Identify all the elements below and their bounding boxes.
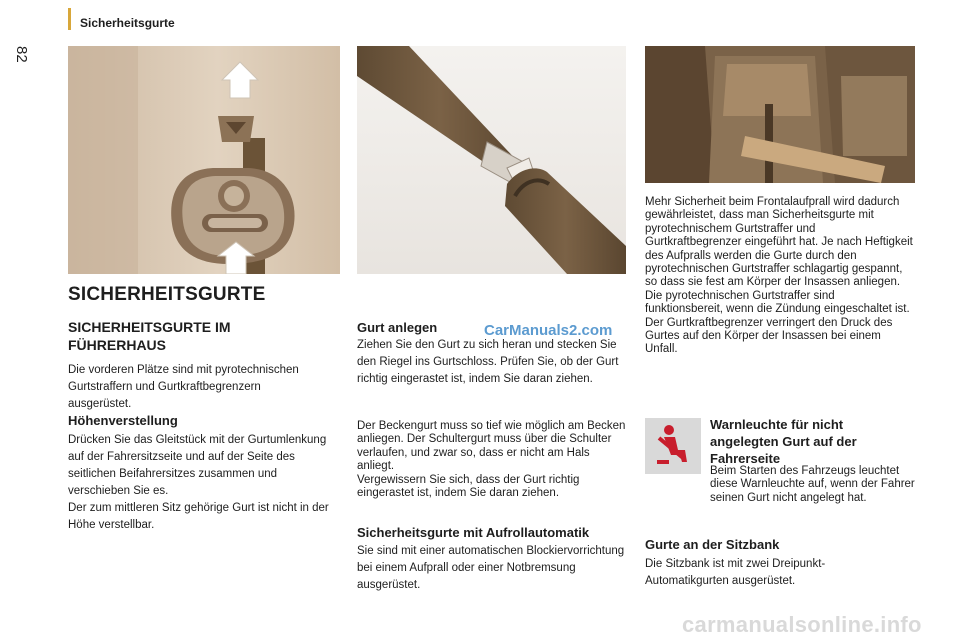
height-section	[68, 412, 328, 429]
warning-text: Beim Starten des Fahrzeugs leuchtet diese Warnleuchte auf, wenn der Fahrer seinen Gurt nicht angelegt hat.	[710, 465, 915, 504]
seatbelt-warning-icon	[645, 418, 701, 474]
safety-text: Mehr Sicherheit beim Frontalaufprall wird dadurch gewährleistet, dass man Sicherheitsgurte mit pyrotechnischem Gurtstraffer und Gurtkraftbegrenzer eingeführt hat. Je nach Heftigkeit des Aufpralls werden die Gurte durch den pyrotechnischen Gurtstraffer schlagartig gespannt, so dass sie fest am Körper der Insassen anliegen.	[645, 196, 913, 289]
safety-text-block	[645, 196, 915, 357]
height-adjustment-photo	[68, 46, 340, 274]
seats-photo	[645, 46, 915, 183]
main-heading: SICHERHEITSGURTE	[68, 284, 266, 305]
lap-belt-text: Der Beckengurt muss so tief wie möglich am Becken anliegen. Der Schultergurt muss über die Schulter verlaufen, und zwar so, dass er nicht am Hals anliegt.	[357, 420, 626, 473]
bench-text: Die Sitzbank ist mit zwei Dreipunkt-Automatikgurten ausgerüstet.	[645, 558, 826, 587]
buckle-photo	[357, 46, 626, 274]
watermark-top: CarManuals2.com	[484, 322, 613, 339]
page-number: 82	[13, 46, 30, 63]
cab-heading: SICHERHEITSGURTE IM FÜHRERHAUS	[68, 319, 231, 353]
warning-heading: Warnleuchte für nicht angelegten Gurt auf der Fahrerseite	[710, 417, 857, 466]
bench-heading: Gurte an der Sitzbank	[645, 537, 780, 552]
section-title: Sicherheitsgurte	[80, 16, 175, 30]
height-heading: Höhenverstellung	[68, 413, 178, 428]
height-note: Der zum mittleren Sitz gehörige Gurt ist nicht in der Höhe verstellbar.	[68, 502, 329, 531]
cab-section	[68, 318, 318, 354]
cab-text: Die vorderen Plätze sind mit pyrotechnischen Gurtstraffern und Gurtkraftbegrenzern ausgerüstet.	[68, 364, 299, 410]
fasten-text-block	[357, 337, 619, 388]
accent-bar	[68, 8, 71, 30]
lap-belt-block	[357, 420, 627, 500]
check-text: Vergewissern Sie sich, dass der Gurt richtig eingerastet ist, indem Sie daran ziehen.	[357, 473, 580, 500]
fasten-heading: Gurt anlegen	[357, 320, 438, 335]
retractor-text: Sie sind mit einer automatischen Blockiervorrichtung bei einem Aufprall oder einer Notbremsung ausgerüstet.	[357, 545, 625, 591]
warning-section	[710, 416, 915, 467]
retractor-heading: Sicherheitsgurte mit Aufrollautomatik	[357, 525, 590, 540]
height-text: Drücken Sie das Gleitstück mit der Gurtumlenkung auf der Fahrersitzseite und auf der Seite des seitlichen Beifahrersitzes zusammen und verschieben Sie es.	[68, 434, 327, 497]
height-text-block	[68, 432, 330, 534]
fasten-text: Ziehen Sie den Gurt zu sich heran und stecken Sie den Riegel ins Gurtschloss. Prüfen Sie, ob der Gurt richtig eingerastet ist, indem Sie daran ziehen.	[357, 339, 619, 385]
watermark-bottom: carmanualsonline.info	[682, 612, 922, 637]
cab-text-block	[68, 362, 326, 413]
pretensioner-text: Die pyrotechnischen Gurtstraffer sind funktionsbereit, wenn die Zündung eingeschaltet ist.	[645, 289, 910, 316]
warning-text-block	[710, 465, 915, 505]
bench-text-block	[645, 556, 895, 590]
retractor-text-block	[357, 543, 625, 594]
limiter-text: Der Gurtkraftbegrenzer verringert den Druck des Gurtes auf den Körper der Insassen bei einem Unfall.	[645, 316, 893, 356]
